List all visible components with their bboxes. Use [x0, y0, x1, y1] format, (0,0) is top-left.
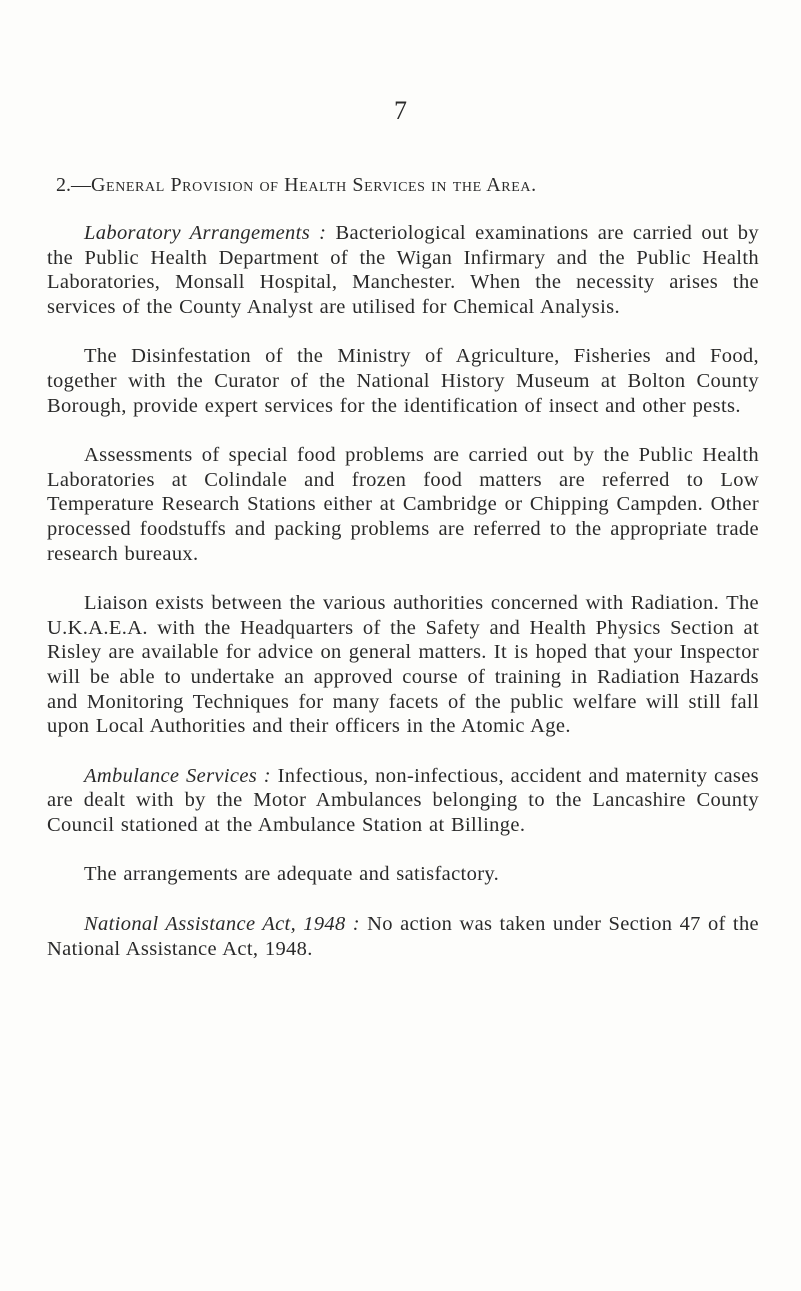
- paragraph-radiation-liaison: [47, 591, 759, 739]
- paragraph-text: The Disinfestation of the Ministry of Agriculture, Fisheries and Food, together with the Curator of the National History Museum at Bolton County Borough, provide expert services for the identification of insect and other pests.: [47, 345, 759, 417]
- paragraph-lead-ambulance: Ambulance Services :: [84, 764, 271, 787]
- paragraph-lead-laboratory: Laboratory Arrangements :: [84, 222, 327, 244]
- paragraph-arrangements: [47, 862, 759, 887]
- paragraph-text: Bacteriological examinations are carried out by the Public Health Department of the Wigan Infirmary and the Public Health Laboratories, Monsall Hospital, Manchester. When the necessity arises the services of the County Analyst are utilised for Chemical Analysis.: [47, 222, 759, 318]
- paragraph-laboratory-arrangements: [47, 221, 759, 319]
- paragraph-ambulance-services: [47, 764, 759, 838]
- paragraph-text: No action was taken under Section 47 of the National Assistance Act, 1948.: [47, 913, 759, 960]
- paragraph-disinfestation: [47, 344, 759, 418]
- page-number: 7: [394, 96, 407, 125]
- paragraph-text: Liaison exists between the various authorities concerned with Radiation. The U.K.A.E.A. with the Headquarters of the Safety and Health Physics Section at Risley are available for advice on general matters. It is hoped that your Inspector will be able to undertake an approved course of training in Radiation Hazards and Monitoring Techniques for many facets of the public welfare will still fall upon Local Authorities and their officers in the Atomic Age.: [47, 592, 759, 738]
- body-text: [47, 221, 759, 961]
- section-title: General Provision of Health Services in the Area.: [91, 174, 537, 196]
- paragraph-text: Assessments of special food problems are carried out by the Public Health Laboratories at Colindale and frozen food matters are referred to Low Temperature Research Stations either at Cambridge or Chipping Campden. Other processed foodstuffs and packing problems are referred to the appropriate trade research bureaux.: [47, 444, 759, 565]
- paragraph-food-assessments: [47, 443, 759, 566]
- section-number: 2.—: [56, 174, 91, 196]
- paragraph-text: The arrangements are adequate and satisfactory.: [84, 863, 500, 886]
- section-heading: [56, 172, 756, 198]
- paragraph-lead-national-assistance: National Assistance Act, 1948 :: [84, 913, 360, 936]
- paragraph-text: Infectious, non-infectious, accident and maternity cases are dealt with by the Motor Ambulances belonging to the Lancashire County Council stationed at the Ambulance Station at Billinge.: [47, 764, 759, 836]
- paragraph-national-assistance: [47, 912, 759, 961]
